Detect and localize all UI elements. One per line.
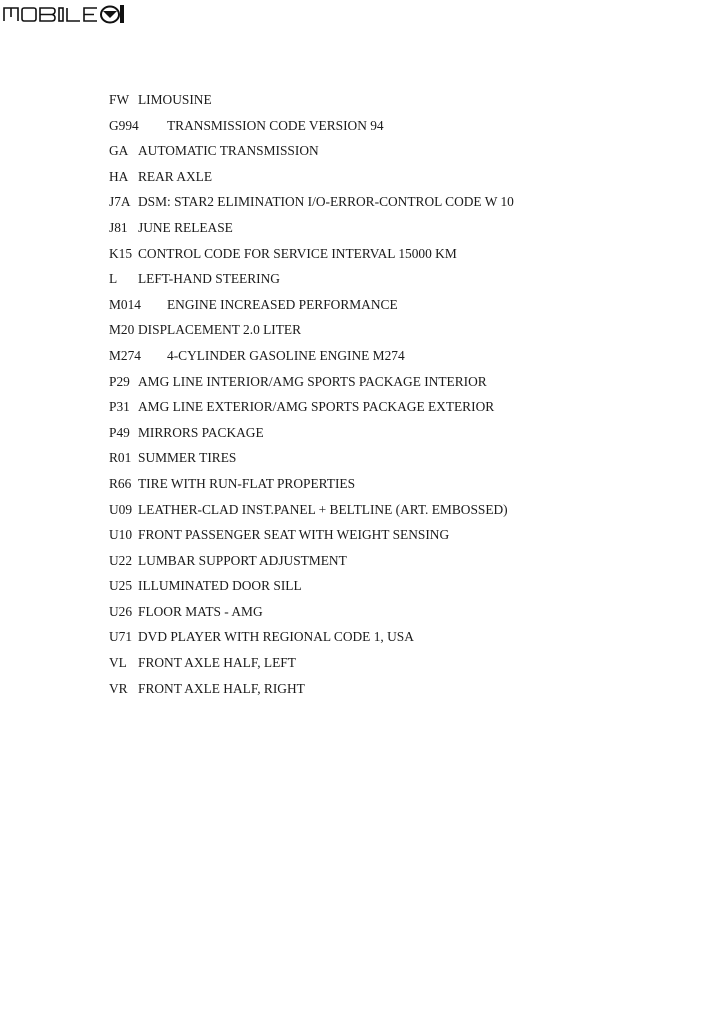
code-row (109, 551, 514, 577)
code-row (109, 576, 514, 602)
option-code-list (109, 90, 514, 704)
option-code: P49 (109, 424, 130, 440)
option-code: P29 (109, 373, 130, 389)
option-code: FW (109, 92, 130, 107)
option-description: FRONT PASSENGER SEAT WITH WEIGHT SENSING (138, 527, 450, 543)
option-code: HA (109, 168, 129, 184)
code-row (109, 192, 514, 218)
option-description: FRONT AXLE HALF, LEFT (138, 655, 296, 671)
code-row (109, 295, 514, 321)
code-row (109, 269, 514, 295)
option-code: R01 (109, 450, 132, 466)
code-row (109, 346, 514, 372)
code-row (109, 500, 514, 526)
option-code: GA (109, 143, 129, 159)
code-row (109, 244, 514, 270)
option-description: DISPLACEMENT 2.0 LITER (138, 322, 302, 338)
code-row (109, 141, 514, 167)
code-row (109, 525, 514, 551)
code-row (109, 218, 514, 244)
option-code: U71 (109, 629, 133, 645)
option-description: SUMMER TIRES (138, 450, 237, 466)
option-code: R66 (109, 475, 132, 491)
option-description: 4-CYLINDER GASOLINE ENGINE M274 (167, 347, 405, 363)
option-description: ILLUMINATED DOOR SILL (138, 578, 302, 594)
option-code: K15 (109, 245, 133, 261)
code-row (109, 372, 514, 398)
option-description: JUNE RELEASE (138, 219, 233, 235)
option-code: L (109, 271, 118, 287)
option-description: CONTROL CODE FOR SERVICE INTERVAL 15000 KM (138, 245, 457, 261)
option-description: DSM: STAR2 ELIMINATION I/O-ERROR-CONTROL CODE W 10 (138, 194, 514, 210)
code-row (109, 474, 514, 500)
option-code: J81 (109, 219, 128, 235)
code-row (109, 423, 514, 449)
option-description: LIMOUSINE (138, 92, 212, 107)
option-code: M014 (109, 296, 141, 312)
option-code: U26 (109, 603, 133, 619)
code-row (109, 397, 514, 423)
option-code: P31 (109, 399, 130, 415)
code-row (109, 627, 514, 653)
code-row (109, 167, 514, 193)
option-code: M274 (109, 347, 141, 363)
option-code: U09 (109, 501, 133, 517)
mobile01-logo-svg (2, 2, 126, 26)
option-description: LEFT-HAND STEERING (138, 271, 280, 287)
mobile01-logo-icon (2, 2, 126, 26)
option-description: LEATHER-CLAD INST.PANEL + BELTLINE (ART. EMBOSSED) (138, 501, 508, 517)
option-code: VR (109, 680, 128, 696)
code-row (109, 602, 514, 628)
option-description: REAR AXLE (138, 168, 213, 184)
code-row (109, 90, 514, 116)
option-description: AUTOMATIC TRANSMISSION (138, 143, 319, 159)
code-row (109, 448, 514, 474)
code-row (109, 116, 514, 142)
option-code: VL (109, 655, 127, 671)
option-description: FLOOR MATS - AMG (138, 603, 263, 619)
code-row (109, 679, 514, 705)
option-description: TRANSMISSION CODE VERSION 94 (167, 117, 384, 133)
option-description: FRONT AXLE HALF, RIGHT (138, 680, 305, 696)
option-description: ENGINE INCREASED PERFORMANCE (167, 296, 398, 312)
option-code: G994 (109, 117, 139, 133)
option-code: J7A (109, 194, 131, 210)
option-code: U25 (109, 578, 133, 594)
code-row (109, 653, 514, 679)
option-description: AMG LINE INTERIOR/AMG SPORTS PACKAGE INTERIOR (138, 373, 487, 389)
option-code: U22 (109, 552, 133, 568)
option-code: U10 (109, 527, 133, 543)
option-description: TIRE WITH RUN-FLAT PROPERTIES (138, 475, 356, 491)
option-description: LUMBAR SUPPORT ADJUSTMENT (138, 552, 347, 568)
option-description: MIRRORS PACKAGE (138, 424, 264, 440)
option-code: M20 (109, 322, 135, 338)
option-description: DVD PLAYER WITH REGIONAL CODE 1, USA (138, 629, 414, 645)
code-row (109, 320, 514, 346)
option-description: AMG LINE EXTERIOR/AMG SPORTS PACKAGE EXTERIOR (138, 399, 495, 415)
